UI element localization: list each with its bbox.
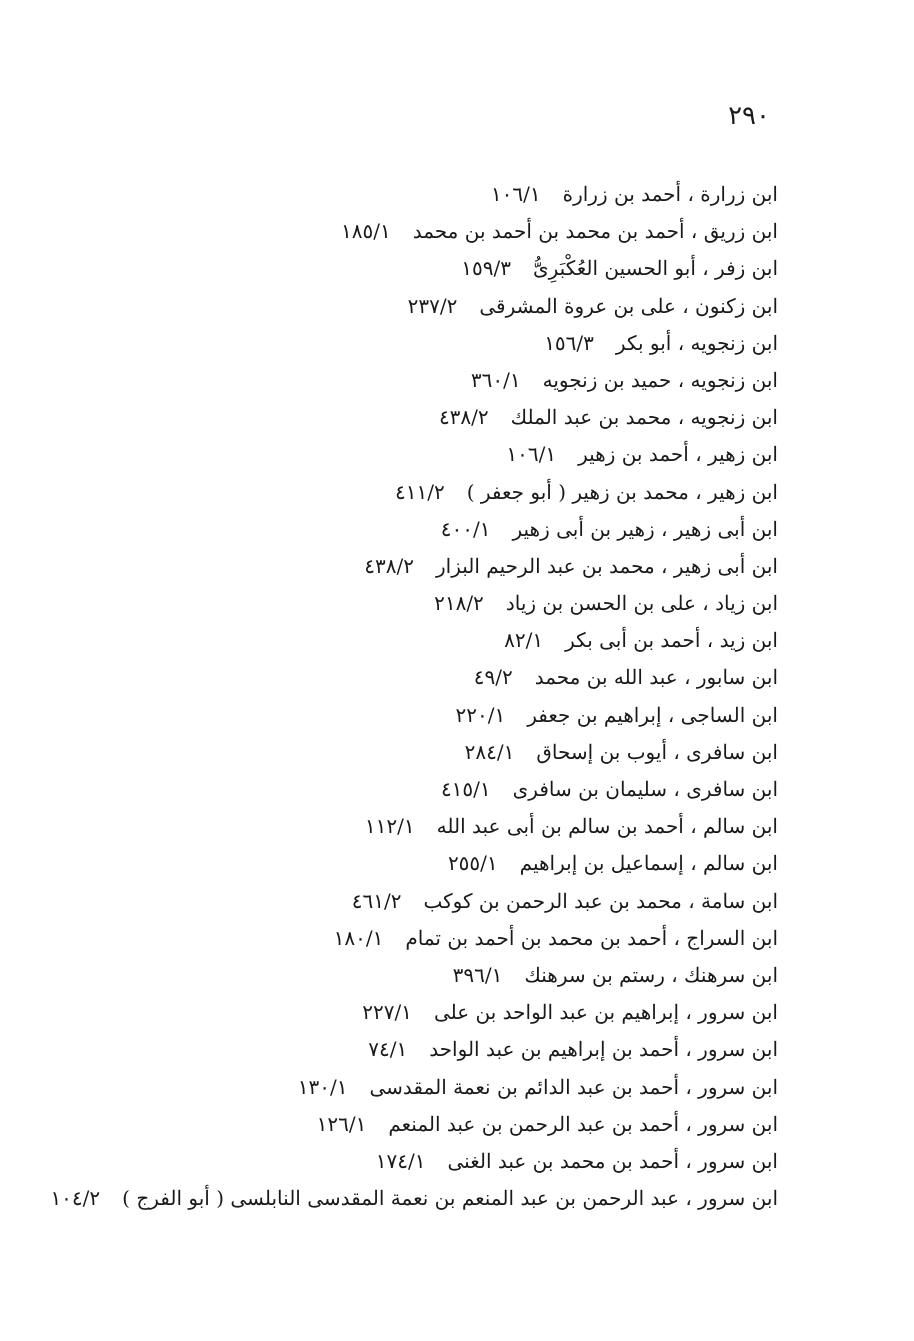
entry-reference: ٤٣٨/٢ [438,405,489,430]
entry-reference: ٤٦١/٢ [351,888,402,913]
index-entry [78,474,778,511]
entry-name: ابن زنجويه ، حميد بن زنجويه [542,367,778,392]
entry-name: ابن سرور ، أحمد بن عبد الدائم بن نعمة المقدسى [369,1074,778,1099]
index-entry [78,920,778,957]
entry-reference: ٢١٨/٢ [434,591,484,616]
entry-name: ابن سرور ، أحمد بن محمد بن عبد الغنى [447,1148,778,1173]
entry-name: ابن سافرى ، أيوب بن إسحاق [536,739,778,764]
index-entry [78,957,778,994]
entry-reference: ١١٢/١ [364,814,415,839]
entry-name: ابن سالم ، إسماعيل بن إبراهيم [519,851,778,876]
index-entry [78,250,778,287]
entry-name: ابن أبى زهير ، زهير بن أبى زهير [512,516,778,541]
index-entry [78,436,778,473]
entry-reference: ٢٥٥/١ [447,851,498,876]
entry-name: ابن زهير ، أحمد بن زهير [578,442,778,467]
index-entry [78,585,778,622]
index-entry [78,659,778,696]
entry-name: ابن زنجويه ، أبو بكر [615,330,778,355]
index-entry [78,994,778,1031]
entry-name: ابن سرور ، أحمد بن عبد الرحمن بن عبد المنعم [388,1111,778,1136]
entry-reference: ٣٩٦/١ [452,962,503,987]
index-entry [78,1069,778,1106]
index-entry [78,808,778,845]
index-entry [78,697,778,734]
index-entry [78,1106,778,1143]
index-entry [78,176,778,213]
entry-reference: ٢٣٧/٢ [407,293,458,318]
index-entry [78,1031,778,1068]
index-entry [78,622,778,659]
entry-reference: ١٨٥/١ [340,219,391,244]
page-number: ٢٩٠ [728,101,770,131]
entry-reference: ٢٢٧/١ [362,1000,412,1025]
index-entry [78,399,778,436]
index-entry [78,213,778,250]
entry-reference: ٤٣٨/٢ [364,553,414,578]
entry-name: ابن سرهنك ، رستم بن سرهنك [524,962,778,987]
entry-name: ابن زرارة ، أحمد بن زرارة [562,182,778,206]
entry-name: ابن سامة ، محمد بن عبد الرحمن بن كوكب [423,888,778,913]
index-entry [78,288,778,325]
index-entry [78,325,778,362]
entry-name: ابن سرور ، إبراهيم بن عبد الواحد بن على [433,1000,778,1025]
entry-reference: ٨٢/١ [504,628,544,653]
entry-reference: ٢٢٠/١ [455,702,506,727]
entry-name: ابن الساجى ، إبراهيم بن جعفر [527,702,778,727]
entry-reference: ١٥٦/٣ [544,330,594,355]
index-entry [78,845,778,882]
entry-reference: ١٢٦/١ [316,1111,367,1136]
entry-reference: ١٧٤/١ [375,1148,426,1173]
entry-reference: ١٣٠/١ [297,1074,348,1099]
entry-name: ابن زكنون ، على بن عروة المشرقى [479,293,778,318]
entry-name: ابن سرور ، عبد الرحمن بن عبد المنعم بن نعمة المقدسى النابلسى ( أبو الفرج ) [122,1186,778,1211]
entry-name: ابن سرور ، أحمد بن إبراهيم بن عبد الواحد [429,1037,778,1062]
entry-reference: ١٠٦/١ [490,182,541,206]
entry-reference: ٤١٥/١ [440,777,491,801]
index-entry [78,734,778,771]
index-entry [78,771,778,808]
entry-reference: ١٥٩/٣ [461,256,511,281]
entry-name: ابن زهير ، محمد بن زهير ( أبو جعفر ) [466,479,778,504]
entry-name: ابن زيد ، أحمد بن أبى بكر [565,628,778,653]
entry-name: ابن زياد ، على بن الحسن بن زياد [505,591,778,616]
index-entry [78,883,778,920]
entry-reference: ٤٠٠/١ [440,516,491,541]
index-entries [50,176,778,1217]
entry-name: ابن أبى زهير ، محمد بن عبد الرحيم البزار [435,553,778,578]
index-entry [78,1143,778,1180]
entry-reference: ١٠٦/١ [506,442,557,467]
entry-reference: ٤٩/٢ [473,665,513,690]
entry-name: ابن سالم ، أحمد بن سالم بن أبى عبد الله [436,814,778,839]
index-entry [78,548,778,585]
entry-reference: ١٨٠/١ [333,925,384,950]
entry-name: ابن زفر ، أبو الحسين العُكْبَرِىُّ [532,256,778,281]
entry-name: ابن سافرى ، سليمان بن سافرى [512,777,778,801]
entry-reference: ٢٨٤/١ [464,739,515,764]
index-entry [78,362,778,399]
entry-reference: ١٠٤/٢ [50,1186,101,1211]
entry-name: ابن سابور ، عبد الله بن محمد [534,665,778,690]
index-entry [50,1180,778,1217]
entry-name: ابن زريق ، أحمد بن محمد بن أحمد بن محمد [412,219,778,244]
entry-name: ابن زنجويه ، محمد بن عبد الملك [510,405,778,430]
index-entry [78,511,778,548]
entry-reference: ٣٦٠/١ [470,367,521,392]
entry-reference: ٤١١/٢ [395,479,445,504]
entry-name: ابن السراج ، أحمد بن محمد بن أحمد بن تمام [405,925,778,950]
entry-reference: ٧٤/١ [368,1037,408,1062]
